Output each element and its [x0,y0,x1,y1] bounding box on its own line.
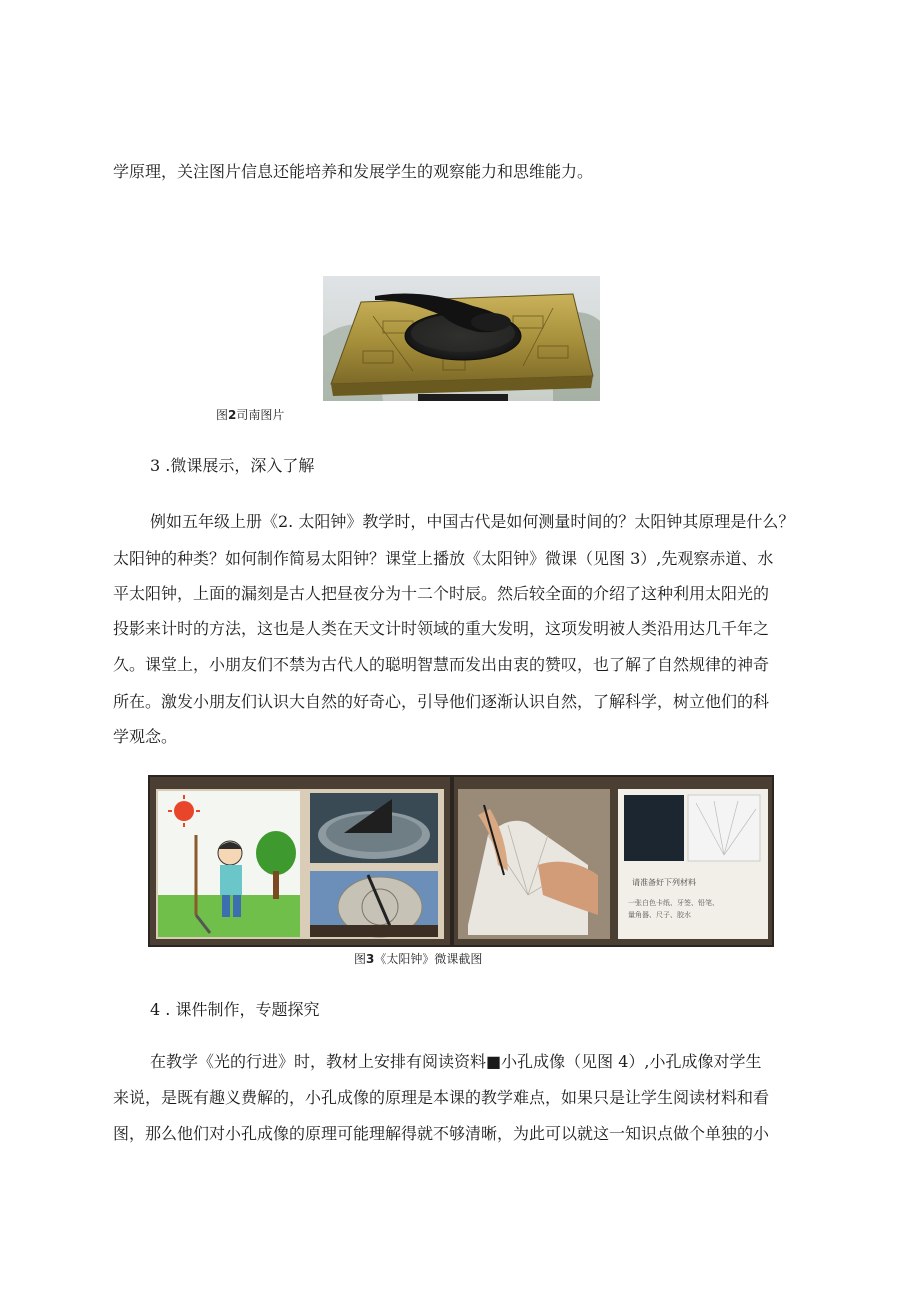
paragraph-line: 平太阳钟，上面的漏刻是古人把昼夜分为十二个时辰。然后较全面的介绍了这种利用太阳光的 [113,584,770,603]
figure3-caption: 图3《太阳钟》微课截图 [354,952,483,966]
paragraph-line: 图，那么他们对小孔成像的原理可能理解得就不够清晰，为此可以就这一知识点做个单独的小 [113,1124,770,1143]
sundial-lesson-screenshot [148,775,774,947]
paragraph-line: 太阳钟的种类？如何制作简易太阳钟？课堂上播放《太阳钟》微课（见图 3）,先观察赤道、水 [113,549,774,568]
paragraph-line: 学原理，关注图片信息还能培养和发展学生的观察能力和思维能力。 [113,162,594,181]
panel-text: 量角器、尺子、胶水 [628,911,691,919]
section3-heading: 3 .微课展示，深入了解 [150,456,315,475]
compass-photo [323,276,600,401]
panel-text: 请准备好下列材料 [632,878,696,887]
paragraph-line: 久。课堂上，小朋友们不禁为古代人的聪明智慧而发出由衷的赞叹，也了解了自然规律的神奇 [113,655,770,674]
paragraph-line: 所在。激发小朋友们认识大自然的好奇心，引导他们逐渐认识自然，了解科学，树立他们的科 [113,692,770,711]
figure2-caption: 图2司南图片 [216,408,285,422]
panel-text: 一张白色卡纸、牙签、铅笔、 [628,899,719,907]
paragraph-line: 来说，是既有趣义费解的，小孔成像的原理是本课的教学难点，如果只是让学生阅读材料和看 [113,1088,770,1107]
paragraph-line: 在教学《光的行进》时，教材上安排有阅读资料■小孔成像（见图 4）,小孔成像对学生 [150,1052,762,1071]
section4-heading: 4 . 课件制作，专题探究 [150,1000,320,1019]
paragraph-line: 例如五年级上册《2. 太阳钟》教学时，中国古代是如何测量时间的？太阳钟其原理是什么？ [150,512,795,531]
paragraph-line: 学观念。 [113,727,178,746]
paragraph-line: 投影来计时的方法，这也是人类在天文计时领域的重大发明，这项发明被人类沿用达几千年之 [113,619,770,638]
